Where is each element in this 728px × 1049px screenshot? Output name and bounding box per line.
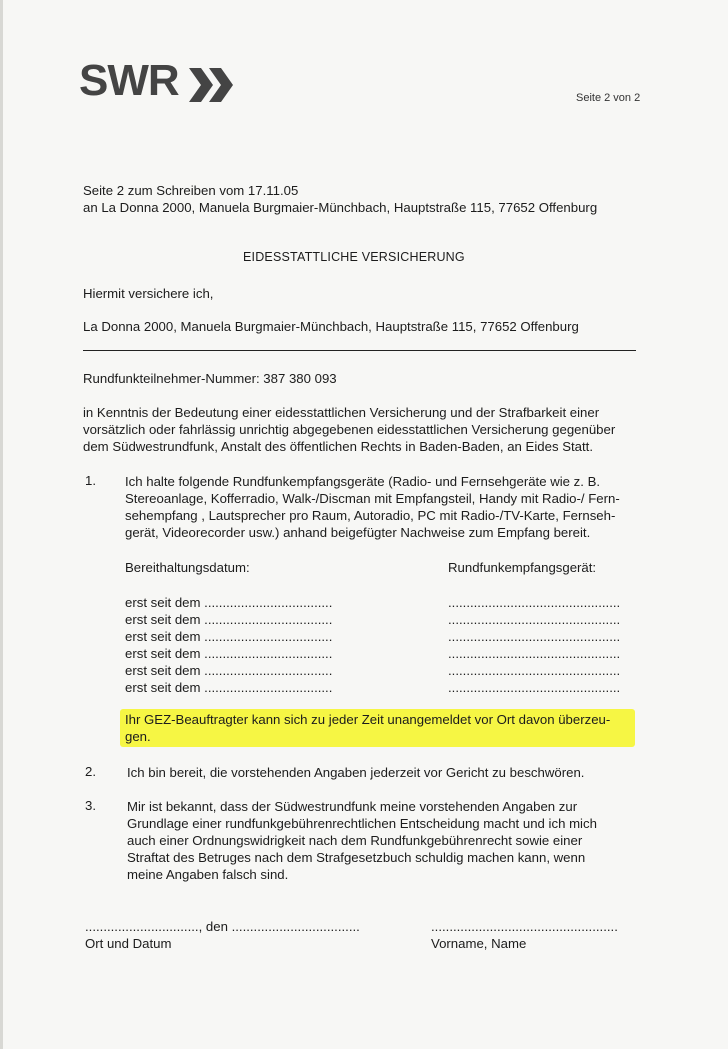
item-line: Ich halte folgende Rundfunkempfangsgeräte (Radio- und Fernsehgeräte wie z. B. (125, 474, 601, 489)
date-field: erst seit dem ................................... (125, 629, 333, 644)
date-field: erst seit dem ................................... (125, 612, 333, 627)
name-label: Vorname, Name (431, 936, 527, 951)
device-field: ............................................... (448, 646, 621, 661)
participant-number: Rundfunkteilnehmer-Nummer: 387 380 093 (83, 371, 337, 386)
item-number: 3. (85, 798, 96, 813)
document-title: EIDESSTATTLICHE VERSICHERUNG (243, 250, 465, 264)
item-line: Ich bin bereit, die vorstehenden Angaben jederzeit vor Gericht zu beschwören. (127, 765, 585, 780)
column-header-device: Rundfunkempfangsgerät: (448, 560, 597, 575)
item-line: Mir ist bekannt, dass der Südwestrundfunk meine vorstehenden Angaben zur (127, 799, 578, 814)
swr-logo (79, 56, 179, 106)
date-field: erst seit dem ................................... (125, 680, 333, 695)
item-line: Stereoanlage, Kofferradio, Walk-/Discman mit Empfangsteil, Handy mit Radio-/ Fern- (125, 491, 620, 506)
date-field: erst seit dem ................................... (125, 663, 333, 678)
highlighted-note (125, 711, 610, 745)
name-line: ................................................... (431, 919, 618, 934)
preamble-line: in Kenntnis der Bedeutung einer eidesstattlichen Versicherung und der Strafbarkeit einer (83, 405, 600, 420)
device-field: ............................................... (448, 612, 621, 627)
logo-text: SWR (79, 56, 179, 105)
item-text (127, 798, 597, 883)
date-field: erst seit dem ................................... (125, 646, 333, 661)
highlight-line: gen. (125, 729, 151, 744)
item-line: gerät, Videorecorder usw.) anhand beigefügter Nachweise zum Empfang bereit. (125, 525, 591, 540)
item-line: auch einer Ordnungswidrigkeit nach dem Rundfunkgebührenrecht sowie einer (127, 833, 583, 848)
item-number: 1. (85, 473, 96, 488)
device-field: ............................................... (448, 680, 621, 695)
preamble-line: vorsätzlich oder fahrlässig unrichtig abgegebenen eidesstattlichen Versicherung gegenüber (83, 422, 616, 437)
item-text (127, 764, 584, 781)
divider (83, 350, 636, 351)
double-chevron-icon (189, 68, 235, 102)
place-date-line: ..............................., den ................................... (85, 919, 360, 934)
highlight-line: Ihr GEZ-Beauftragter kann sich zu jeder Zeit unangemeldet vor Ort davon überzeu- (125, 712, 611, 727)
item-line: Straftat des Betruges nach dem Strafgesetzbuch schuldig machen kann, wenn (127, 850, 586, 865)
declarant-name: La Donna 2000, Manuela Burgmaier-Münchbach, Hauptstraße 115, 77652 Offenburg (83, 319, 579, 334)
addressee-line: an La Donna 2000, Manuela Burgmaier-Münchbach, Hauptstraße 115, 77652 Offenburg (83, 200, 598, 215)
reference-line: Seite 2 zum Schreiben vom 17.11.05 (83, 183, 299, 198)
device-field: ............................................... (448, 629, 621, 644)
preamble-line: dem Südwestrundfunk, Anstalt des öffentlichen Rechts in Baden-Baden, an Eides Statt. (83, 439, 593, 454)
item-line: meine Angaben falsch sind. (127, 867, 289, 882)
item-line: Grundlage einer rundfunkgebührenrechtlichen Entscheidung macht und ich mich (127, 816, 597, 831)
device-field: ............................................... (448, 595, 621, 610)
item-line: sehempfang , Lautsprecher pro Raum, Autoradio, PC mit Radio-/TV-Karte, Fernseh- (125, 508, 616, 523)
device-field: ............................................... (448, 663, 621, 678)
item-text (125, 473, 620, 541)
intro-text: Hiermit versichere ich, (83, 286, 214, 301)
column-header-date: Bereithaltungsdatum: (125, 560, 250, 575)
page-indicator: Seite 2 von 2 (576, 92, 641, 104)
date-field: erst seit dem ................................... (125, 595, 333, 610)
place-date-label: Ort und Datum (85, 936, 172, 951)
item-number: 2. (85, 764, 96, 779)
preamble (83, 404, 615, 455)
